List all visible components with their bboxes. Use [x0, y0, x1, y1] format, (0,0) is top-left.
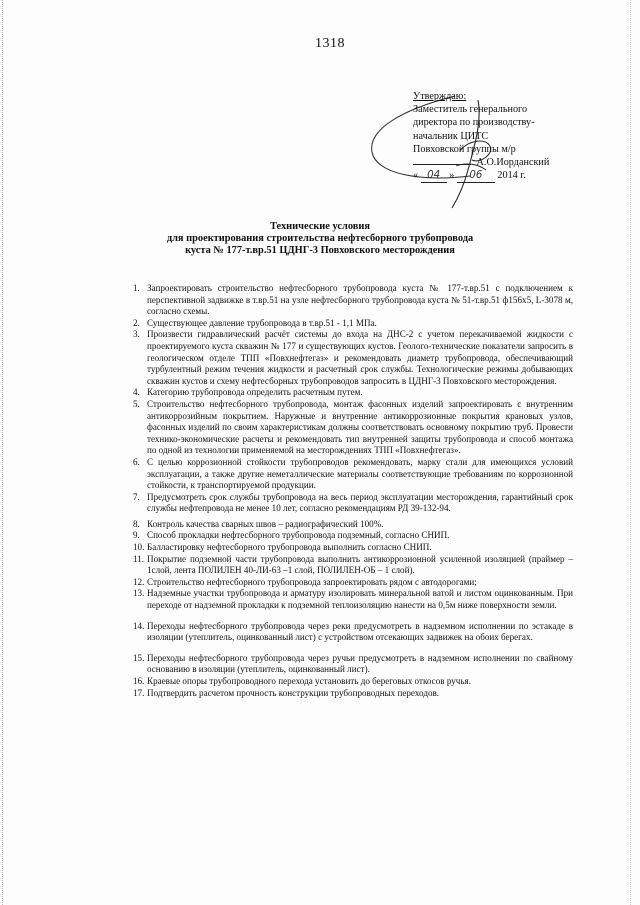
requirement-number: 4.: [133, 387, 140, 398]
requirement-number: 6.: [133, 456, 140, 467]
approval-heading: Утверждаю:: [413, 91, 467, 102]
requirement-item: [133, 688, 573, 700]
title-line3: куста № 177-т.вр.51 ЦДНГ-3 Повховского месторождения: [185, 245, 455, 257]
requirement-text: Произвести гидравлический расчёт системы до входа на ДНС-2 с учетом перекачиваемой жидкости с проектируемого куста скважин № 177 и существующих кустов. Геолого-технические показатели запросить в геологическом отделе ТПП «Повхнефтегаз» и рекомендовать диаметр трубопровода, обеспечивающий турбулентный режим течения жидкости и расчетный срок службы. Технологические режимы добывающих скважин кустов и схему нефтесборных трубопроводов запросить в ЦДНГ-3 Повховского месторождения.: [147, 329, 573, 386]
requirement-number: 17.: [133, 687, 145, 698]
signature-line: [413, 156, 471, 165]
page-number: 1318: [315, 36, 345, 51]
requirement-text: Существующее давление трубопровода в т.вр.51 - 1,1 МПа.: [147, 317, 377, 328]
requirement-number: 8.: [133, 518, 140, 529]
requirement-text: Категорию трубопровода определить расчетным путем.: [147, 387, 363, 398]
requirement-text: Строительство нефтесборного трубопровода, монтаж фасонных изделий запроектировать с внутренним антикоррозийным покрытием. Наружные и внутренние антикоррозионные покрытия крановых узлов, фасонных изделий по своим характеристикам должны соответствовать основному покрытию труб. Провести технико-экономические расчеты и рекомендовать тип внутренней защиты трубопровода и способ монтажа по одной из технологии применяемой на месторождениях ТПП «Повхнефтегаз».: [147, 398, 573, 456]
approval-position-line3: начальник ЦИТС: [413, 130, 489, 142]
requirement-item: [133, 329, 573, 387]
requirement-text: Переходы нефтесборного трубопровода через реки предусмотреть в надземном исполнении по эстакаде в изоляции (утеплитель, оцинкованный лист) с устройством отсекающих задвижек на обоих берегах.: [147, 620, 573, 643]
requirement-item: [133, 283, 573, 318]
title-line1: Технические условия: [270, 221, 370, 232]
requirement-item: [133, 318, 573, 330]
date-open-quote: «: [413, 170, 419, 182]
requirement-item: [133, 588, 573, 611]
requirement-number: 14.: [133, 620, 145, 631]
requirement-text: Покрытие подземной части трубопровода выполнить антикоррозионной усиленной изоляцией (праймер –1слой, лента ПОЛИЛЕН 40-ЛИ-63 –1 слой, ПОЛИЛЕН-ОБ – 1 слой).: [147, 553, 573, 576]
requirement-item: [133, 457, 573, 492]
requirement-number: 9.: [133, 530, 140, 541]
requirement-text: Краевые опоры трубопроводного перехода установить до береговых откосов ручья.: [147, 676, 471, 686]
requirement-item: [133, 621, 573, 644]
requirement-text: Строительство нефтесборного трубопровода запроектировать рядом с автодорогами;: [147, 576, 477, 587]
approval-position-line1: Заместитель генерального: [413, 104, 528, 116]
title-line2: для проектирования строительства нефтесборного трубопровода: [166, 233, 474, 245]
requirement-number: 15.: [133, 652, 145, 663]
requirement-item: [133, 399, 573, 457]
requirement-item: [133, 676, 573, 688]
requirement-item: [133, 554, 573, 577]
requirement-number: 12.: [133, 576, 145, 587]
requirement-text: С целью коррозионной стойкости трубопроводов рекомендовать, марку стали для имеющихся условий эксплуатации, а также другие неметаллические материалы соответствующие требованиям по коррозионной стойкости, к транспортируемой продукции.: [147, 456, 573, 491]
date-year: 2014 г.: [497, 170, 526, 182]
requirement-text: Контроль качества сварных швов – радиографический 100%.: [147, 518, 384, 529]
requirement-number: 11.: [133, 553, 145, 564]
requirement-number: 2.: [133, 317, 140, 328]
approval-position-line4: Повховской группы м/р: [413, 143, 516, 155]
requirement-text: Надземные участки трубопровода и арматуру изолировать минеральной ватой и листом оцинкованным. При переходе от надземной прокладки к подземной теплоизоляцию нанести на 0,5м ниже поверхности земли.: [147, 588, 573, 611]
requirement-text: Подтвердить расчетом прочность конструкции трубопроводных переходов.: [147, 687, 440, 698]
document-title: [150, 221, 490, 258]
approval-block: [413, 90, 593, 183]
requirement-number: 13.: [133, 588, 145, 599]
requirement-text: Запроектировать строительство нефтесборного трубопровода куста № 177-т.вр.51 с подключением к перспективной задвижке в т.вр.51 на узле нефтесборного трубопровода куста № 51-т.вр.51 ф156х5, L-3078 м, согласно схемы.: [147, 283, 573, 317]
approval-date: [413, 169, 593, 183]
requirement-number: 7.: [133, 491, 140, 502]
requirement-number: 5.: [133, 398, 140, 409]
requirement-number: 1.: [133, 283, 140, 293]
approval-position-line2: директора по производству-: [413, 117, 535, 129]
requirement-text: Предусмотреть срок службы трубопровода на весь период эксплуатации месторождения, гарантийный срок службы нефтепровода не менее 10 лет, согласно рекомендациям РД 39-132-94.: [147, 491, 573, 514]
requirement-text: Переходы нефтесборного трубопровода через ручьи предусмотреть в надземном исполнении по свайному основанию в изоляции (утеплитель, оцинкованный лист).: [147, 652, 573, 675]
requirement-item: [133, 530, 573, 542]
signer-name: А.О.Иорданский: [476, 157, 550, 169]
requirement-item: [133, 519, 573, 531]
requirement-text: Балластировку нефтесборного трубопровода выполнить согласно СНИП.: [147, 542, 432, 553]
requirements-list: [133, 283, 573, 699]
requirement-item: [133, 387, 573, 399]
requirement-item: [133, 492, 573, 515]
approval-signer-line: [413, 156, 593, 169]
requirement-number: 10.: [133, 542, 145, 553]
requirement-number: 16.: [133, 676, 145, 686]
requirement-item: [133, 577, 573, 589]
date-month: 06: [457, 169, 495, 183]
requirement-number: 3.: [133, 329, 140, 340]
date-day: 04: [421, 169, 447, 183]
requirement-item: [133, 542, 573, 554]
scan-edge-right: [630, 0, 632, 905]
requirement-item: [133, 653, 573, 676]
requirement-text: Способ прокладки нефтесборного трубопровода подземный, согласно СНИП.: [147, 530, 450, 541]
date-close-quote: »: [449, 170, 455, 182]
scan-edge-left: [2, 0, 4, 905]
